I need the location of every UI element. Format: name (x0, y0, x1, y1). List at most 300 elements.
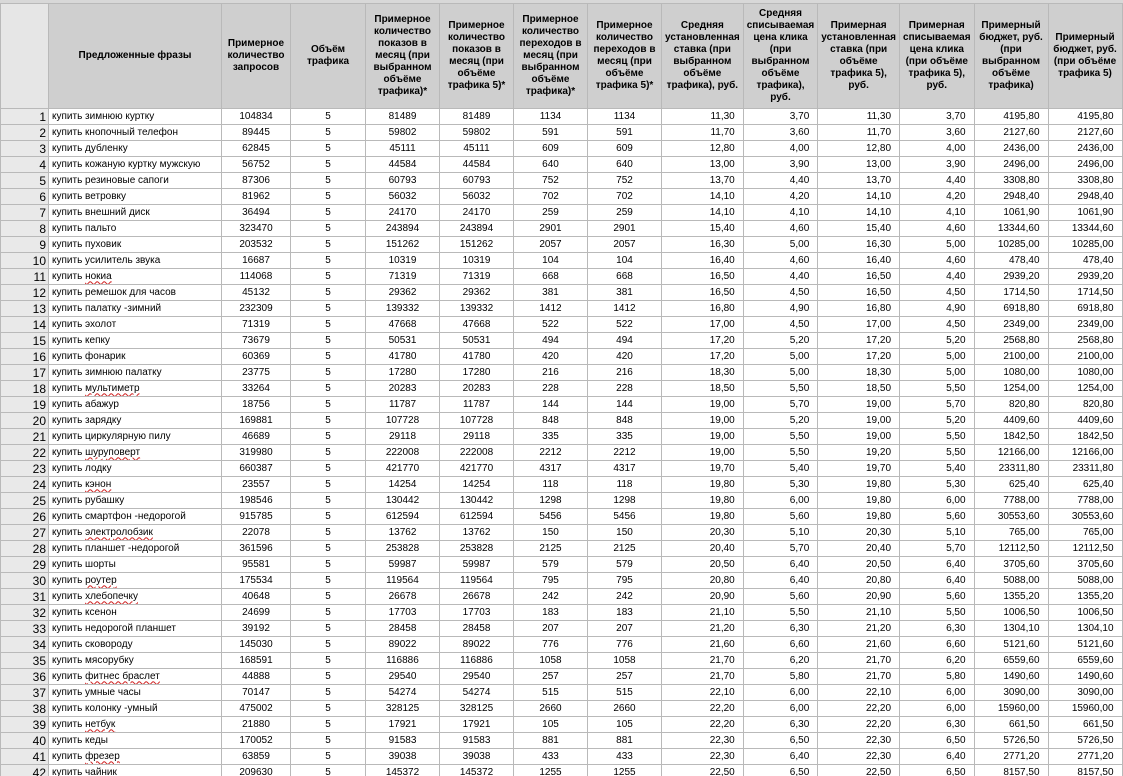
cell-row-number[interactable]: 4 (1, 157, 49, 173)
cell-budget-selected[interactable]: 820,80 (974, 397, 1048, 413)
cell-clicks-5[interactable]: 591 (588, 125, 662, 141)
cell-clicks-5[interactable]: 104 (588, 253, 662, 269)
cell-traffic[interactable]: 5 (291, 381, 366, 397)
cell-cpc-5[interactable]: 5,60 (900, 509, 975, 525)
cell-row-number[interactable]: 30 (1, 573, 49, 589)
cell-phrase[interactable] (49, 381, 222, 397)
cell-impressions-selected[interactable]: 14254 (366, 477, 440, 493)
cell-row-number[interactable]: 7 (1, 205, 49, 221)
cell-impressions-selected[interactable]: 56032 (366, 189, 440, 205)
cell-row-number[interactable]: 32 (1, 605, 49, 621)
cell-avg-cpc-selected[interactable]: 6,30 (743, 621, 818, 637)
cell-clicks-5[interactable]: 118 (588, 477, 662, 493)
cell-avg-bid-selected[interactable]: 19,00 (662, 445, 744, 461)
cell-impressions-selected[interactable]: 17921 (366, 717, 440, 733)
cell-traffic[interactable]: 5 (291, 621, 366, 637)
cell-impressions-selected[interactable]: 44584 (366, 157, 440, 173)
cell-impressions-5[interactable]: 29540 (440, 669, 514, 685)
cell-bid-5[interactable]: 13,70 (818, 173, 900, 189)
cell-bid-5[interactable]: 21,20 (818, 621, 900, 637)
cell-requests[interactable]: 169881 (222, 413, 291, 429)
cell-requests[interactable]: 71319 (222, 317, 291, 333)
cell-traffic[interactable]: 5 (291, 445, 366, 461)
cell-clicks-selected[interactable]: 228 (514, 381, 588, 397)
cell-impressions-selected[interactable]: 50531 (366, 333, 440, 349)
cell-bid-5[interactable]: 11,70 (818, 125, 900, 141)
cell-clicks-selected[interactable]: 1134 (514, 109, 588, 125)
cell-row-number[interactable]: 33 (1, 621, 49, 637)
cell-row-number[interactable]: 27 (1, 525, 49, 541)
cell-traffic[interactable]: 5 (291, 637, 366, 653)
cell-row-number[interactable]: 24 (1, 477, 49, 493)
cell-requests[interactable]: 33264 (222, 381, 291, 397)
cell-clicks-5[interactable]: 216 (588, 365, 662, 381)
cell-clicks-5[interactable]: 609 (588, 141, 662, 157)
cell-row-number[interactable]: 1 (1, 109, 49, 125)
cell-budget-5[interactable]: 6918,80 (1048, 301, 1122, 317)
cell-budget-5[interactable]: 1842,50 (1048, 429, 1122, 445)
cell-phrase[interactable]: купить кнопочный телефон (49, 125, 222, 141)
cell-budget-5[interactable]: 2568,80 (1048, 333, 1122, 349)
cell-bid-5[interactable]: 20,50 (818, 557, 900, 573)
cell-clicks-5[interactable]: 183 (588, 605, 662, 621)
cell-bid-5[interactable]: 21,70 (818, 669, 900, 685)
cell-impressions-selected[interactable]: 10319 (366, 253, 440, 269)
cell-avg-bid-selected[interactable]: 19,00 (662, 429, 744, 445)
cell-avg-cpc-selected[interactable]: 5,60 (743, 509, 818, 525)
cell-avg-cpc-selected[interactable]: 6,20 (743, 653, 818, 669)
cell-clicks-5[interactable]: 433 (588, 749, 662, 765)
cell-phrase[interactable] (49, 589, 222, 605)
cell-impressions-5[interactable]: 130442 (440, 493, 514, 509)
cell-phrase[interactable]: купить кеды (49, 733, 222, 749)
cell-row-number[interactable]: 25 (1, 493, 49, 509)
cell-impressions-selected[interactable]: 328125 (366, 701, 440, 717)
cell-row-number[interactable]: 15 (1, 333, 49, 349)
cell-phrase[interactable] (49, 749, 222, 765)
cell-phrase[interactable]: купить кожаную куртку мужскую (49, 157, 222, 173)
cell-budget-selected[interactable]: 2771,20 (974, 749, 1048, 765)
cell-clicks-selected[interactable]: 144 (514, 397, 588, 413)
cell-cpc-5[interactable]: 6,50 (900, 765, 975, 776)
header-avg-cpc-selected[interactable]: Средняя списываемая цена клика (при выбранном объёме трафика), руб. (743, 4, 818, 109)
cell-avg-cpc-selected[interactable]: 4,10 (743, 205, 818, 221)
cell-phrase[interactable]: купить дубленку (49, 141, 222, 157)
cell-requests[interactable]: 660387 (222, 461, 291, 477)
cell-impressions-selected[interactable]: 130442 (366, 493, 440, 509)
cell-row-number[interactable]: 12 (1, 285, 49, 301)
cell-budget-5[interactable]: 625,40 (1048, 477, 1122, 493)
cell-clicks-selected[interactable]: 776 (514, 637, 588, 653)
cell-avg-cpc-selected[interactable]: 6,60 (743, 637, 818, 653)
cell-impressions-selected[interactable]: 107728 (366, 413, 440, 429)
cell-clicks-selected[interactable]: 609 (514, 141, 588, 157)
cell-budget-selected[interactable]: 2496,00 (974, 157, 1048, 173)
cell-avg-bid-selected[interactable]: 19,00 (662, 397, 744, 413)
cell-impressions-5[interactable]: 41780 (440, 349, 514, 365)
cell-impressions-selected[interactable]: 39038 (366, 749, 440, 765)
cell-cpc-5[interactable]: 5,50 (900, 381, 975, 397)
cell-budget-5[interactable]: 5726,50 (1048, 733, 1122, 749)
cell-traffic[interactable]: 5 (291, 333, 366, 349)
cell-traffic[interactable]: 5 (291, 477, 366, 493)
cell-requests[interactable]: 168591 (222, 653, 291, 669)
header-budget-5[interactable]: Примерный бюджет, руб. (при объёме трафика 5) (1048, 4, 1122, 109)
cell-clicks-selected[interactable]: 216 (514, 365, 588, 381)
cell-traffic[interactable]: 5 (291, 573, 366, 589)
cell-clicks-5[interactable]: 2212 (588, 445, 662, 461)
cell-traffic[interactable]: 5 (291, 365, 366, 381)
cell-avg-bid-selected[interactable]: 13,70 (662, 173, 744, 189)
cell-phrase[interactable]: купить планшет -недорогой (49, 541, 222, 557)
cell-avg-cpc-selected[interactable]: 6,00 (743, 493, 818, 509)
cell-budget-selected[interactable]: 1842,50 (974, 429, 1048, 445)
cell-avg-bid-selected[interactable]: 14,10 (662, 205, 744, 221)
cell-avg-cpc-selected[interactable]: 4,40 (743, 173, 818, 189)
cell-avg-cpc-selected[interactable]: 3,90 (743, 157, 818, 173)
cell-budget-5[interactable]: 1061,90 (1048, 205, 1122, 221)
cell-avg-cpc-selected[interactable]: 6,40 (743, 557, 818, 573)
cell-avg-bid-selected[interactable]: 19,80 (662, 493, 744, 509)
cell-budget-selected[interactable]: 661,50 (974, 717, 1048, 733)
cell-traffic[interactable]: 5 (291, 589, 366, 605)
cell-clicks-5[interactable]: 881 (588, 733, 662, 749)
cell-cpc-5[interactable]: 6,60 (900, 637, 975, 653)
cell-budget-5[interactable]: 820,80 (1048, 397, 1122, 413)
cell-requests[interactable]: 70147 (222, 685, 291, 701)
cell-requests[interactable]: 24699 (222, 605, 291, 621)
cell-avg-cpc-selected[interactable]: 5,50 (743, 429, 818, 445)
cell-bid-5[interactable]: 20,90 (818, 589, 900, 605)
cell-clicks-selected[interactable]: 881 (514, 733, 588, 749)
cell-impressions-selected[interactable]: 20283 (366, 381, 440, 397)
cell-phrase[interactable] (49, 445, 222, 461)
cell-bid-5[interactable]: 13,00 (818, 157, 900, 173)
cell-avg-cpc-selected[interactable]: 5,40 (743, 461, 818, 477)
cell-clicks-5[interactable]: 420 (588, 349, 662, 365)
cell-requests[interactable]: 63859 (222, 749, 291, 765)
cell-phrase[interactable]: купить палатку -зимний (49, 301, 222, 317)
header-clicks-5[interactable]: Примерное количество переходов в месяц (при объёме трафика 5)* (588, 4, 662, 109)
cell-budget-selected[interactable]: 1061,90 (974, 205, 1048, 221)
cell-clicks-5[interactable]: 228 (588, 381, 662, 397)
cell-avg-bid-selected[interactable]: 16,80 (662, 301, 744, 317)
cell-phrase[interactable]: купить чайник (49, 765, 222, 776)
cell-phrase[interactable]: купить резиновые сапоги (49, 173, 222, 189)
cell-clicks-selected[interactable]: 579 (514, 557, 588, 573)
cell-bid-5[interactable]: 12,80 (818, 141, 900, 157)
cell-avg-bid-selected[interactable]: 21,70 (662, 669, 744, 685)
cell-budget-selected[interactable]: 478,40 (974, 253, 1048, 269)
cell-clicks-5[interactable]: 579 (588, 557, 662, 573)
cell-cpc-5[interactable]: 5,00 (900, 365, 975, 381)
cell-clicks-selected[interactable]: 105 (514, 717, 588, 733)
cell-budget-5[interactable]: 765,00 (1048, 525, 1122, 541)
cell-impressions-selected[interactable]: 139332 (366, 301, 440, 317)
cell-clicks-selected[interactable]: 259 (514, 205, 588, 221)
header-traffic[interactable]: Объём трафика (291, 4, 366, 109)
cell-avg-cpc-selected[interactable]: 5,50 (743, 605, 818, 621)
cell-impressions-selected[interactable]: 17703 (366, 605, 440, 621)
cell-avg-cpc-selected[interactable]: 3,70 (743, 109, 818, 125)
cell-traffic[interactable]: 5 (291, 221, 366, 237)
cell-requests[interactable]: 21880 (222, 717, 291, 733)
cell-clicks-selected[interactable]: 848 (514, 413, 588, 429)
cell-bid-5[interactable]: 21,60 (818, 637, 900, 653)
cell-requests[interactable]: 16687 (222, 253, 291, 269)
cell-phrase[interactable] (49, 717, 222, 733)
cell-budget-5[interactable]: 1006,50 (1048, 605, 1122, 621)
cell-phrase[interactable]: купить шорты (49, 557, 222, 573)
cell-clicks-5[interactable]: 702 (588, 189, 662, 205)
cell-impressions-5[interactable]: 17921 (440, 717, 514, 733)
cell-phrase[interactable] (49, 477, 222, 493)
cell-bid-5[interactable]: 16,40 (818, 253, 900, 269)
cell-clicks-selected[interactable]: 702 (514, 189, 588, 205)
cell-phrase[interactable]: купить ветровку (49, 189, 222, 205)
cell-impressions-selected[interactable]: 29362 (366, 285, 440, 301)
cell-traffic[interactable]: 5 (291, 541, 366, 557)
cell-clicks-selected[interactable]: 668 (514, 269, 588, 285)
cell-budget-selected[interactable]: 2948,40 (974, 189, 1048, 205)
cell-avg-cpc-selected[interactable]: 4,60 (743, 253, 818, 269)
cell-requests[interactable]: 175534 (222, 573, 291, 589)
cell-clicks-5[interactable]: 381 (588, 285, 662, 301)
cell-phrase[interactable]: купить рубашку (49, 493, 222, 509)
corner-cell[interactable] (1, 4, 49, 109)
cell-requests[interactable]: 36494 (222, 205, 291, 221)
cell-traffic[interactable]: 5 (291, 413, 366, 429)
cell-bid-5[interactable]: 16,50 (818, 269, 900, 285)
cell-phrase[interactable]: купить зимнюю куртку (49, 109, 222, 125)
cell-impressions-selected[interactable]: 145372 (366, 765, 440, 776)
cell-avg-bid-selected[interactable]: 18,30 (662, 365, 744, 381)
cell-avg-cpc-selected[interactable]: 4,90 (743, 301, 818, 317)
header-impressions-selected[interactable]: Примерное количество показов в месяц (при выбранном объёме трафика)* (366, 4, 440, 109)
cell-traffic[interactable]: 5 (291, 285, 366, 301)
cell-budget-selected[interactable]: 765,00 (974, 525, 1048, 541)
cell-avg-bid-selected[interactable]: 19,80 (662, 477, 744, 493)
cell-clicks-selected[interactable]: 591 (514, 125, 588, 141)
cell-row-number[interactable]: 36 (1, 669, 49, 685)
cell-budget-5[interactable]: 1080,00 (1048, 365, 1122, 381)
cell-avg-cpc-selected[interactable]: 6,00 (743, 701, 818, 717)
cell-clicks-selected[interactable]: 795 (514, 573, 588, 589)
cell-budget-selected[interactable]: 13344,60 (974, 221, 1048, 237)
cell-budget-selected[interactable]: 2436,00 (974, 141, 1048, 157)
cell-phrase[interactable]: купить эхолот (49, 317, 222, 333)
cell-impressions-selected[interactable]: 91583 (366, 733, 440, 749)
header-requests[interactable]: Примерное количество запросов (222, 4, 291, 109)
cell-bid-5[interactable]: 17,00 (818, 317, 900, 333)
cell-avg-bid-selected[interactable]: 21,10 (662, 605, 744, 621)
cell-budget-selected[interactable]: 1304,10 (974, 621, 1048, 637)
cell-requests[interactable]: 46689 (222, 429, 291, 445)
cell-clicks-5[interactable]: 2901 (588, 221, 662, 237)
cell-impressions-5[interactable]: 145372 (440, 765, 514, 776)
cell-impressions-5[interactable]: 243894 (440, 221, 514, 237)
cell-clicks-5[interactable]: 1412 (588, 301, 662, 317)
cell-phrase[interactable]: купить умные часы (49, 685, 222, 701)
cell-clicks-5[interactable]: 257 (588, 669, 662, 685)
cell-row-number[interactable]: 5 (1, 173, 49, 189)
cell-clicks-5[interactable]: 144 (588, 397, 662, 413)
cell-row-number[interactable]: 29 (1, 557, 49, 573)
cell-avg-cpc-selected[interactable]: 4,50 (743, 285, 818, 301)
cell-impressions-5[interactable]: 116886 (440, 653, 514, 669)
cell-budget-5[interactable]: 2127,60 (1048, 125, 1122, 141)
cell-impressions-selected[interactable]: 81489 (366, 109, 440, 125)
cell-avg-cpc-selected[interactable]: 5,60 (743, 589, 818, 605)
cell-impressions-5[interactable]: 47668 (440, 317, 514, 333)
cell-traffic[interactable]: 5 (291, 237, 366, 253)
cell-requests[interactable]: 209630 (222, 765, 291, 776)
cell-cpc-5[interactable]: 4,50 (900, 317, 975, 333)
cell-traffic[interactable]: 5 (291, 765, 366, 776)
cell-clicks-selected[interactable]: 1058 (514, 653, 588, 669)
cell-phrase[interactable]: купить мясорубку (49, 653, 222, 669)
cell-budget-selected[interactable]: 2349,00 (974, 317, 1048, 333)
cell-phrase[interactable]: купить пуховик (49, 237, 222, 253)
cell-avg-cpc-selected[interactable]: 6,50 (743, 733, 818, 749)
cell-phrase[interactable] (49, 269, 222, 285)
cell-impressions-5[interactable]: 71319 (440, 269, 514, 285)
cell-impressions-selected[interactable]: 29540 (366, 669, 440, 685)
cell-clicks-selected[interactable]: 1412 (514, 301, 588, 317)
cell-requests[interactable]: 22078 (222, 525, 291, 541)
cell-avg-bid-selected[interactable]: 22,10 (662, 685, 744, 701)
cell-row-number[interactable]: 39 (1, 717, 49, 733)
cell-clicks-selected[interactable]: 2660 (514, 701, 588, 717)
cell-requests[interactable]: 40648 (222, 589, 291, 605)
cell-bid-5[interactable]: 19,80 (818, 477, 900, 493)
cell-clicks-selected[interactable]: 242 (514, 589, 588, 605)
cell-bid-5[interactable]: 19,80 (818, 493, 900, 509)
cell-requests[interactable]: 45132 (222, 285, 291, 301)
cell-row-number[interactable]: 3 (1, 141, 49, 157)
cell-requests[interactable]: 319980 (222, 445, 291, 461)
cell-impressions-selected[interactable]: 13762 (366, 525, 440, 541)
cell-budget-5[interactable]: 2100,00 (1048, 349, 1122, 365)
cell-budget-selected[interactable]: 5726,50 (974, 733, 1048, 749)
cell-avg-bid-selected[interactable]: 16,50 (662, 285, 744, 301)
cell-impressions-5[interactable]: 89022 (440, 637, 514, 653)
cell-budget-selected[interactable]: 2100,00 (974, 349, 1048, 365)
cell-avg-bid-selected[interactable]: 22,30 (662, 749, 744, 765)
cell-cpc-5[interactable]: 3,70 (900, 109, 975, 125)
cell-clicks-selected[interactable]: 183 (514, 605, 588, 621)
cell-cpc-5[interactable]: 4,40 (900, 269, 975, 285)
cell-impressions-5[interactable]: 59987 (440, 557, 514, 573)
cell-avg-cpc-selected[interactable]: 5,70 (743, 541, 818, 557)
cell-row-number[interactable]: 38 (1, 701, 49, 717)
cell-budget-5[interactable]: 2349,00 (1048, 317, 1122, 333)
cell-cpc-5[interactable]: 5,00 (900, 349, 975, 365)
cell-bid-5[interactable]: 19,80 (818, 509, 900, 525)
cell-clicks-5[interactable]: 150 (588, 525, 662, 541)
cell-row-number[interactable]: 26 (1, 509, 49, 525)
cell-row-number[interactable]: 23 (1, 461, 49, 477)
cell-phrase[interactable]: купить кепку (49, 333, 222, 349)
cell-impressions-5[interactable]: 421770 (440, 461, 514, 477)
cell-requests[interactable]: 60369 (222, 349, 291, 365)
cell-row-number[interactable]: 8 (1, 221, 49, 237)
cell-clicks-5[interactable]: 242 (588, 589, 662, 605)
cell-cpc-5[interactable]: 5,70 (900, 397, 975, 413)
cell-traffic[interactable]: 5 (291, 109, 366, 125)
cell-clicks-5[interactable]: 795 (588, 573, 662, 589)
cell-impressions-selected[interactable]: 116886 (366, 653, 440, 669)
cell-avg-cpc-selected[interactable]: 5,30 (743, 477, 818, 493)
cell-avg-cpc-selected[interactable]: 5,20 (743, 333, 818, 349)
cell-impressions-5[interactable]: 151262 (440, 237, 514, 253)
cell-clicks-selected[interactable]: 207 (514, 621, 588, 637)
cell-impressions-5[interactable]: 60793 (440, 173, 514, 189)
cell-cpc-5[interactable]: 6,00 (900, 701, 975, 717)
cell-clicks-selected[interactable]: 257 (514, 669, 588, 685)
cell-avg-cpc-selected[interactable]: 4,00 (743, 141, 818, 157)
cell-traffic[interactable]: 5 (291, 749, 366, 765)
cell-bid-5[interactable]: 11,30 (818, 109, 900, 125)
cell-traffic[interactable]: 5 (291, 461, 366, 477)
cell-row-number[interactable]: 31 (1, 589, 49, 605)
cell-clicks-selected[interactable]: 522 (514, 317, 588, 333)
header-budget-selected[interactable]: Примерный бюджет, руб. (при выбранном объёме трафика) (974, 4, 1048, 109)
cell-row-number[interactable]: 6 (1, 189, 49, 205)
cell-traffic[interactable]: 5 (291, 349, 366, 365)
cell-cpc-5[interactable]: 4,10 (900, 205, 975, 221)
cell-impressions-selected[interactable]: 421770 (366, 461, 440, 477)
cell-budget-5[interactable]: 1304,10 (1048, 621, 1122, 637)
cell-impressions-selected[interactable]: 17280 (366, 365, 440, 381)
cell-phrase[interactable]: купить усилитель звука (49, 253, 222, 269)
cell-clicks-selected[interactable]: 433 (514, 749, 588, 765)
cell-clicks-selected[interactable]: 420 (514, 349, 588, 365)
cell-bid-5[interactable]: 22,50 (818, 765, 900, 776)
cell-traffic[interactable]: 5 (291, 269, 366, 285)
cell-budget-5[interactable]: 12112,50 (1048, 541, 1122, 557)
cell-bid-5[interactable]: 20,80 (818, 573, 900, 589)
cell-budget-5[interactable]: 1490,60 (1048, 669, 1122, 685)
cell-cpc-5[interactable]: 6,50 (900, 733, 975, 749)
cell-requests[interactable]: 18756 (222, 397, 291, 413)
cell-phrase[interactable]: купить лодку (49, 461, 222, 477)
cell-clicks-selected[interactable]: 4317 (514, 461, 588, 477)
cell-impressions-5[interactable]: 81489 (440, 109, 514, 125)
cell-bid-5[interactable]: 15,40 (818, 221, 900, 237)
cell-requests[interactable]: 323470 (222, 221, 291, 237)
cell-avg-cpc-selected[interactable]: 6,50 (743, 765, 818, 776)
cell-impressions-selected[interactable]: 119564 (366, 573, 440, 589)
cell-traffic[interactable]: 5 (291, 429, 366, 445)
cell-traffic[interactable]: 5 (291, 525, 366, 541)
cell-row-number[interactable]: 35 (1, 653, 49, 669)
cell-impressions-selected[interactable]: 253828 (366, 541, 440, 557)
cell-traffic[interactable]: 5 (291, 733, 366, 749)
cell-avg-cpc-selected[interactable]: 5,00 (743, 365, 818, 381)
cell-budget-5[interactable]: 8157,50 (1048, 765, 1122, 776)
cell-impressions-selected[interactable]: 28458 (366, 621, 440, 637)
cell-avg-bid-selected[interactable]: 16,40 (662, 253, 744, 269)
cell-avg-bid-selected[interactable]: 16,30 (662, 237, 744, 253)
cell-traffic[interactable]: 5 (291, 189, 366, 205)
cell-avg-bid-selected[interactable]: 20,50 (662, 557, 744, 573)
cell-phrase[interactable]: купить внешний диск (49, 205, 222, 221)
cell-avg-cpc-selected[interactable]: 5,20 (743, 413, 818, 429)
header-clicks-selected[interactable]: Примерное количество переходов в месяц (при выбранном объёме трафика)* (514, 4, 588, 109)
cell-bid-5[interactable]: 17,20 (818, 333, 900, 349)
cell-traffic[interactable]: 5 (291, 301, 366, 317)
